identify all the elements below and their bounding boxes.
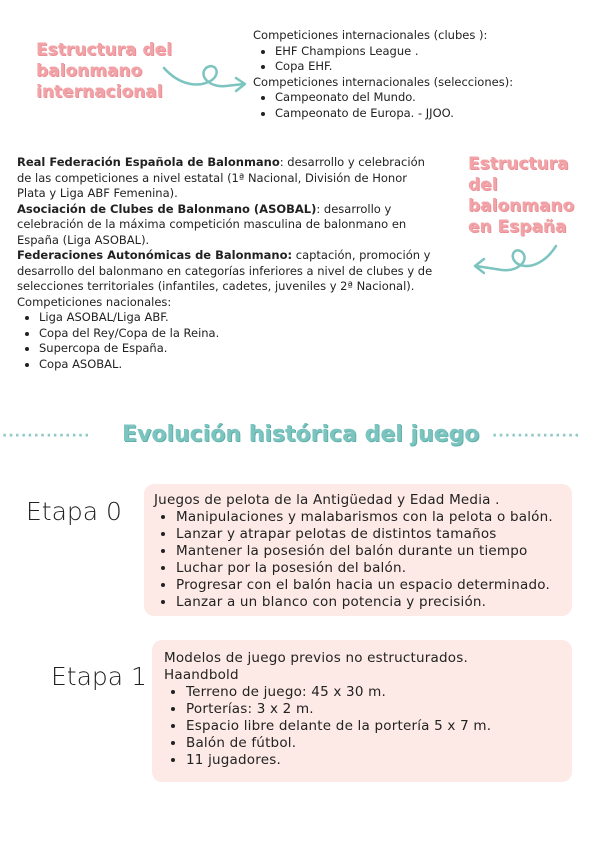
spain-heading-line4: en España [468, 217, 567, 237]
clubs-list [253, 44, 583, 75]
evolution-title: Evolución histórica del juego [122, 422, 480, 447]
international-heading-line1: Estructura del [36, 40, 172, 60]
rfebm-name: Real Federación Española de Balonmano [17, 155, 280, 169]
stage0-label: Etapa 0 [26, 497, 122, 526]
stage1-sub: Haandbold [164, 667, 239, 683]
asobal-paragraph [17, 202, 435, 249]
dots-right-divider: ·············· [492, 428, 581, 444]
stage1-intro: Modelos de juego previos no estructurados. [164, 650, 468, 666]
list-item: • Lanzar a un blanco con potencia y precisión. [176, 594, 562, 611]
list-item: • EHF Champions League . [275, 44, 583, 60]
list-item: • Liga ASOBAL/Liga ABF. [39, 310, 435, 326]
list-item: • Progresar con el balón hacia un espacio determinado. [176, 577, 562, 594]
list-item: • Terreno de juego: 45 x 30 m. [186, 684, 560, 701]
federations-name: Federaciones Autonómicas de Balonmano: [17, 248, 293, 262]
list-item: • Lanzar y atrapar pelotas de distintos tamaños [176, 526, 562, 543]
stage0-list [154, 509, 562, 611]
international-heading-line3: internacional [36, 82, 163, 102]
dots-left-divider: ·············· [2, 428, 91, 444]
stage1-list [164, 684, 560, 769]
list-item: • Espacio libre delante de la portería 5 x 7 m. [186, 718, 560, 735]
spain-heading-line3: balonmano [468, 196, 575, 216]
national-competitions-list [17, 310, 435, 372]
curly-arrow-left-icon [470, 240, 560, 280]
federations-desc: captación, promoción y desarrollo del balonmano en categorías inferiores a nivel de clubes y de selecciones territoriales (infantiles, cadetes, juveniles y 2ª Nacional). [17, 248, 433, 293]
national-competitions-title: Competiciones nacionales: [17, 294, 172, 309]
federations-paragraph [17, 248, 435, 295]
list-item: • Balón de fútbol. [186, 735, 560, 752]
list-item: • Manipulaciones y malabarismos con la pelota o balón. [176, 509, 562, 526]
list-item: • 11 jugadores. [186, 752, 560, 769]
list-item: • Copa ASOBAL. [39, 357, 435, 373]
international-competitions [253, 28, 583, 121]
national-list [253, 90, 583, 121]
stage0-intro: Juegos de pelota de la Antigüedad y Edad Media . [154, 492, 500, 508]
spain-heading-line2: del [468, 175, 498, 195]
list-item: • Mantener la posesión del balón durante un tiempo [176, 543, 562, 560]
stage1-card [152, 640, 572, 782]
list-item: • Campeonato de Europa. - JJOO. [275, 106, 583, 122]
stage1-label: Etapa 1 [51, 662, 147, 691]
list-item: • Supercopa de España. [39, 341, 435, 357]
curly-arrow-right-icon [160, 58, 250, 98]
list-item: • Copa del Rey/Copa de la Reina. [39, 326, 435, 342]
asobal-desc: : desarrollo y celebración de la máxima competición masculina de balonmano en España (Liga ASOBAL). [17, 201, 407, 247]
list-item: • Luchar por la posesión del balón. [176, 560, 562, 577]
spain-heading-line1: Estructura [468, 154, 569, 174]
international-heading-line2: balonmano [36, 61, 143, 81]
rfebm-paragraph [17, 155, 435, 202]
spain-structure-text [17, 155, 435, 372]
clubs-title: Competiciones internacionales (clubes ): [253, 28, 488, 42]
list-item: • Copa EHF. [275, 59, 583, 75]
rfebm-desc: : desarrollo y celebración de las competiciones a nivel estatal (1ª Nacional, División de Honor Plata y Liga ABF Femenina). [17, 155, 425, 200]
national-title: Competiciones internacionales (selecciones): [253, 74, 514, 89]
asobal-name: Asociación de Clubes de Balonmano (ASOBAL) [17, 201, 317, 216]
spain-heading [468, 154, 574, 238]
stage0-card [144, 484, 572, 616]
list-item: • Campeonato del Mundo. [275, 90, 583, 106]
list-item: • Porterías: 3 x 2 m. [186, 701, 560, 718]
international-heading [36, 40, 172, 103]
